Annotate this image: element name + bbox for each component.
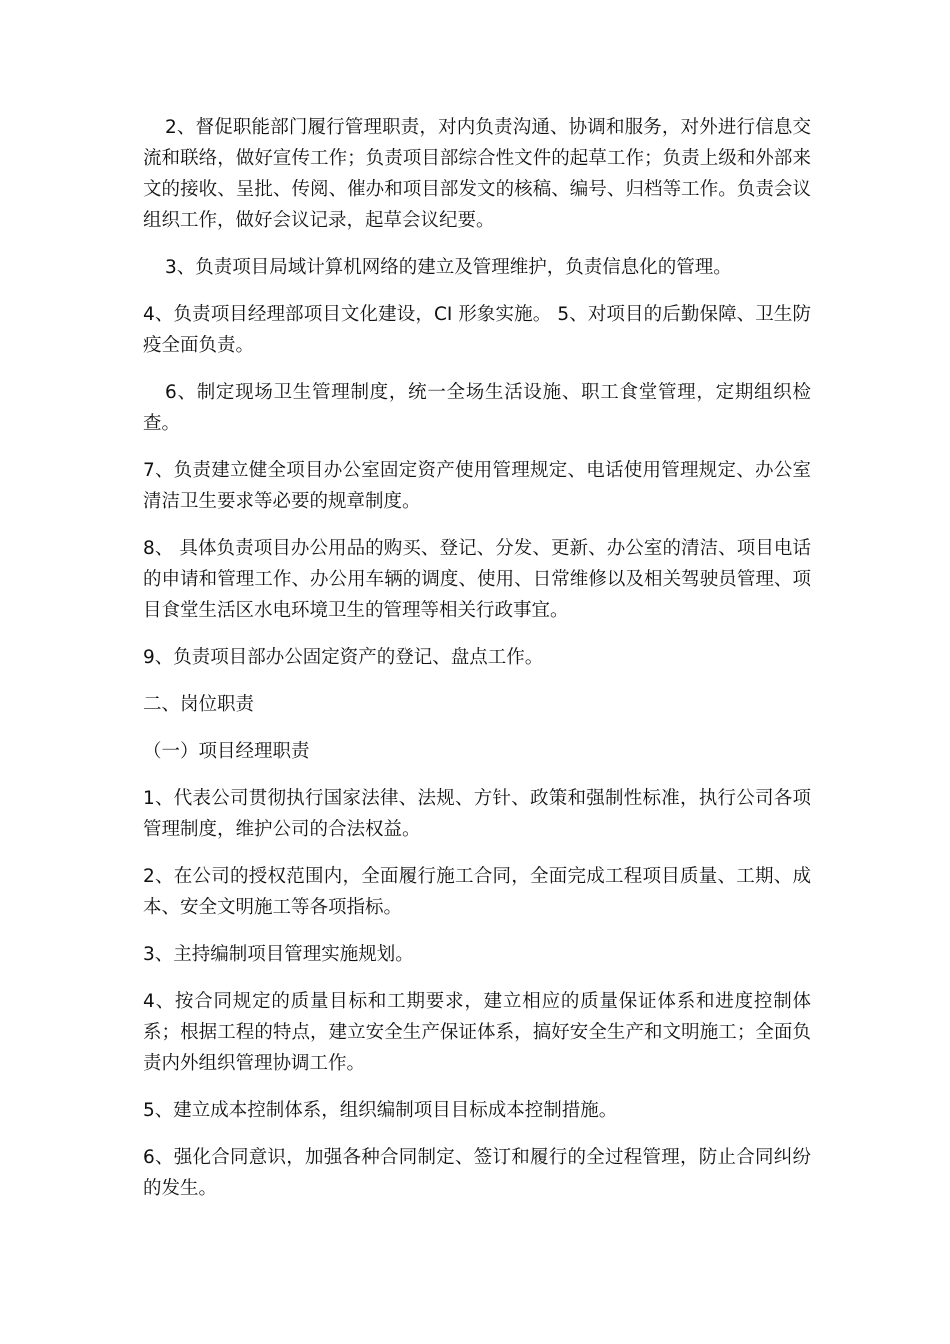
paragraph-office-duty-7: 7、负责建立健全项目办公室固定资产使用管理规定、电话使用管理规定、办公室清洁卫生要求等必要的规章制度。 <box>143 460 811 512</box>
document-page <box>143 112 811 1220</box>
paragraph-office-duty-4-5: 4、负责项目经理部项目文化建设，CI 形象实施。 5、对项目的后勤保障、卫生防疫全面负责。 <box>143 304 811 356</box>
paragraph-office-duty-2: 2、督促职能部门履行管理职责，对内负责沟通、协调和服务，对外进行信息交流和联络，做好宣传工作；负责项目部综合性文件的起草工作；负责上级和外部来文的接收、呈批、传阅、催办和项目部发文的核稿、编号、归档等工作。负责会议组织工作，做好会议记录，起草会议纪要。 <box>143 117 811 231</box>
paragraph-office-duty-9: 9、负责项目部办公固定资产的登记、盘点工作。 <box>143 647 544 668</box>
paragraph-pm-duty-1: 1、代表公司贯彻执行国家法律、法规、方针、政策和强制性标准，执行公司各项管理制度，维护公司的合法权益。 <box>143 788 811 840</box>
paragraph-office-duty-3: 3、负责项目局域计算机网络的建立及管理维护，负责信息化的管理。 <box>165 257 732 278</box>
paragraph-pm-duty-2: 2、在公司的授权范围内，全面履行施工合同，全面完成工程项目质量、工期、成本、安全文明施工等各项指标。 <box>143 866 811 918</box>
paragraph-pm-duty-6: 6、强化合同意识，加强各种合同制定、签订和履行的全过程管理，防止合同纠纷的发生。 <box>143 1147 811 1199</box>
paragraph-office-duty-6: 6、制定现场卫生管理制度，统一全场生活设施、职工食堂管理，定期组织检查。 <box>143 382 811 434</box>
paragraph-pm-duty-4: 4、按合同规定的质量目标和工期要求，建立相应的质量保证体系和进度控制体系；根据工程的特点，建立安全生产保证体系，搞好安全生产和文明施工；全面负责内外组织管理协调工作。 <box>143 991 811 1074</box>
paragraph-pm-duty-5: 5、建立成本控制体系，组织编制项目目标成本控制措施。 <box>143 1100 618 1121</box>
paragraph-pm-duty-3: 3、主持编制项目管理实施规划。 <box>143 944 414 965</box>
subsection-heading-project-manager: （一）项目经理职责 <box>143 741 310 762</box>
paragraph-office-duty-8: 8、 具体负责项目办公用品的购买、登记、分发、更新、办公室的清洁、项目电话的申请和管理工作、办公用车辆的调度、使用、日常维修以及相关驾驶员管理、项目食堂生活区水电环境卫生的管理等相关行政事宜。 <box>143 538 811 621</box>
section-heading-job-duties: 二、岗位职责 <box>143 694 255 715</box>
